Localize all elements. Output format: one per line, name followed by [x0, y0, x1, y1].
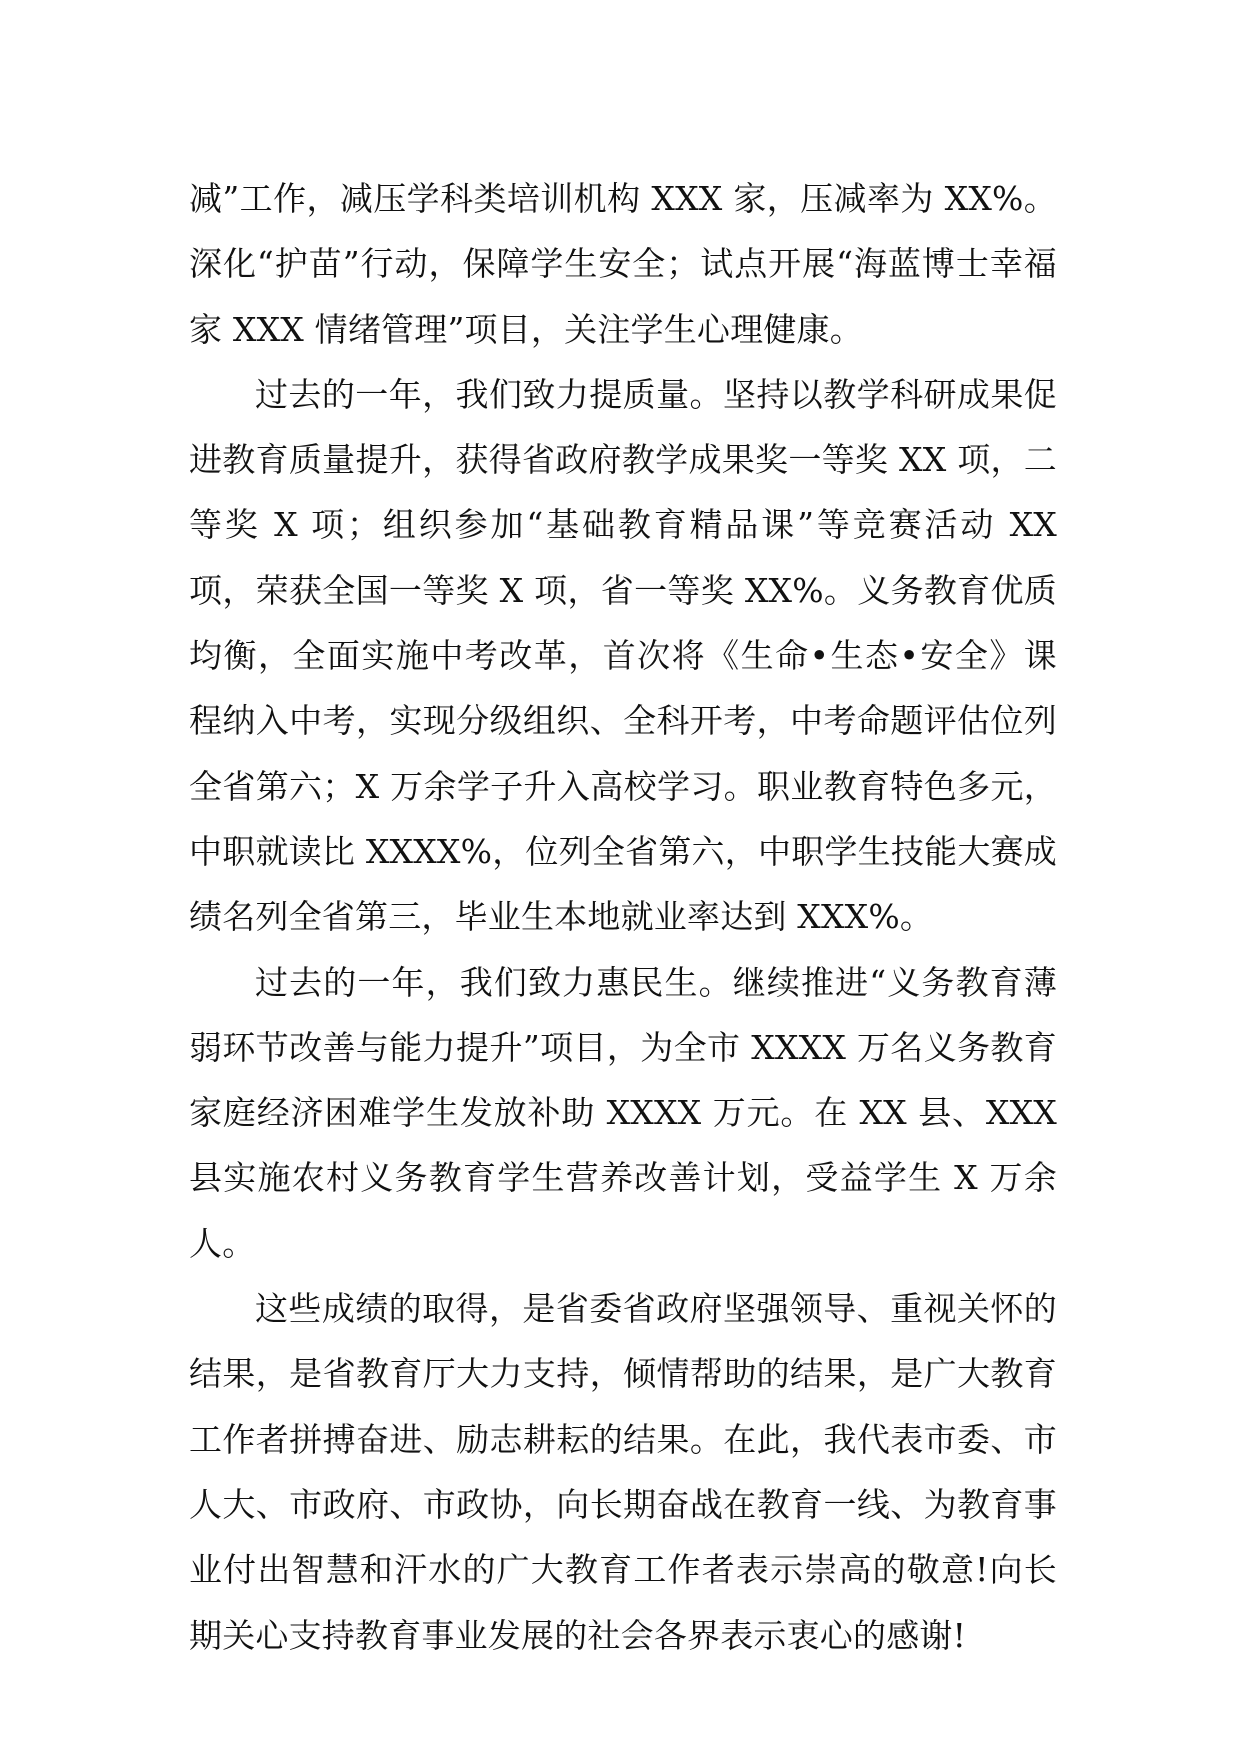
paragraph-gratitude: 这些成绩的取得，是省委省政府坚强领导、重视关怀的结果，是省教育厅大力支持，倾情帮助的结果，是广大教育工作者拼搏奋进、励志耕耘的结果。在此，我代表市委、市人大、市政府、市政协，向长期奋战在教育一线、为教育事业付出智慧和汗水的广大教育工作者表示崇高的敬意!向长期关心支持教育事业发展的社会各界表示衷心的感谢! — [189, 1289, 1057, 1655]
paragraph-livelihood: 过去的一年，我们致力惠民生。继续推进“义务教育薄弱环节改善与能力提升”项目，为全市 XXXX 万名义务教育家庭经济困难学生发放补助 XXXX 万元。在 XX 县、XXX 县实施农村义务教育学生营养改善计划，受益学生 X 万余人。 — [189, 962, 1057, 1263]
paragraph-quality: 过去的一年，我们致力提质量。坚持以教学科研成果促进教育质量提升，获得省政府教学成果奖一等奖 XX 项，二等奖 X 项；组织参加“基础教育精品课”等竞赛活动 XX 项，荣获全国一等奖 X 项，省一等奖 XX%。义务教育优质均衡，全面实施中考改革，首次将《生命•生态•安全》课程纳入中考，实现分级组织、全科开考，中考命题评估位列全省第六；X 万余学子升入高校学习。职业教育特色多元，中职就读比 XXXX%，位列全省第六，中职学生技能大赛成绩名列全省第三，毕业生本地就业率达到 XXX%。 — [189, 374, 1057, 937]
document-body — [189, 166, 1057, 1668]
paragraph-continued: 减”工作，减压学科类培训机构 XXX 家，压减率为 XX%。深化“护苗”行动，保障学生安全；试点开展“海蓝博士幸福家 XXX 情绪管理”项目，关注学生心理健康。 — [189, 179, 1057, 349]
